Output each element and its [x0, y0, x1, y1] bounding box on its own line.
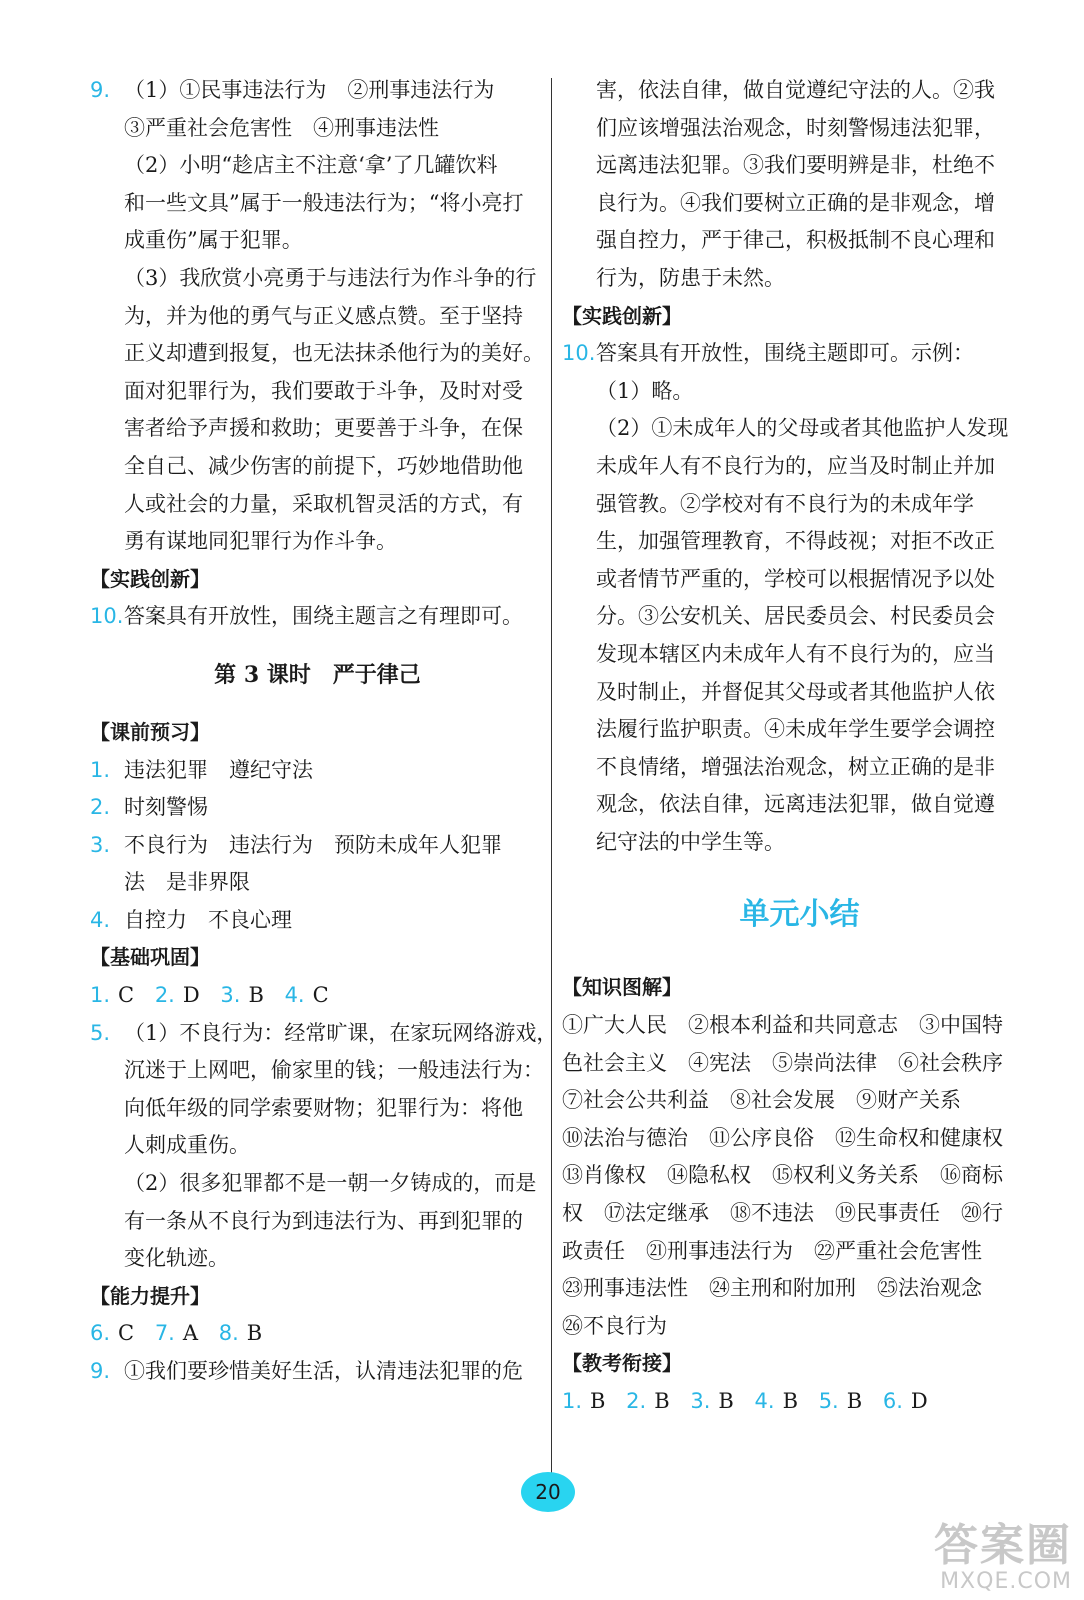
watermark-logo-text: 答案圈 [934, 1520, 1072, 1571]
answer-5-line-7: 变化轨迹。 [124, 1246, 229, 1271]
knowledge-map-line: ㉖不良行为 [562, 1313, 667, 1338]
answer-10-body: 或者情节严重的，学校可以根据情况予以处 [596, 566, 995, 591]
lesson-title: 第 3 课时 严于律己 [214, 661, 421, 688]
answer-9-line-7: 为，并为他的勇气与正义感点赞。至于坚持 [124, 303, 523, 328]
answer-9-line-8: 正义却遭到报复，也无法抹杀他行为的美好。 [124, 341, 544, 366]
answer-10-line-2: （1）略。 [596, 378, 694, 403]
section-heading-exam: 【教考衔接】 [562, 1351, 682, 1376]
knowledge-map-line: 色社会主义 ④宪法 ⑤崇尚法律 ⑥社会秩序 [562, 1050, 1003, 1075]
section-heading-ability: 【能力提升】 [90, 1283, 210, 1308]
watermark [934, 1522, 1072, 1594]
answer-9b-continued: 行为，防患于未然。 [596, 265, 785, 290]
answer-10-body: 观念，依法自律，远离违法犯罪，做自觉遵 [596, 792, 995, 817]
preview-item: 3. 不良行为 违法行为 预防未成年人犯罪 [90, 832, 502, 857]
answer-9-line-5: 成重伤”属于犯罪。 [124, 228, 303, 253]
answer-9b-continued: 良行为。④我们要树立正确的是非观念，增 [596, 190, 995, 215]
answer-9-line-9: 面对犯罪行为，我们要敢于斗争，及时对受 [124, 378, 523, 403]
answer-10-body: （2）①未成年人的父母或者其他监护人发现 [596, 416, 1009, 441]
knowledge-map-line: ①广大人民 ②根本利益和共同意志 ③中国特 [562, 1013, 1003, 1038]
watermark-domain: MXQE.COM [940, 1569, 1072, 1594]
answer-5-line-5: （2）很多犯罪都不是一朝一夕铸成的，而是 [124, 1171, 537, 1196]
answer-10-body: 法履行监护职责。④未成年学生要学会调控 [596, 717, 995, 742]
knowledge-map-line: ㉓刑事违法性 ㉔主刑和附加刑 ㉕法治观念 [562, 1276, 982, 1301]
answer-10-body: 及时制止，并督促其父母或者其他监护人依 [596, 679, 995, 704]
answer-10-line-1: 10.答案具有开放性，围绕主题即可。示例： [562, 341, 974, 366]
right-column [562, 72, 1037, 1421]
answer-5-line-4: 人刺成重伤。 [124, 1133, 250, 1158]
answer-9-line-4: 和一些文具”属于一般违法行为；“将小亮打 [124, 190, 524, 215]
section-heading-basic: 【基础巩固】 [90, 945, 210, 970]
answer-10-body: 纪守法的中学生等。 [596, 829, 785, 854]
answer-10-body: 强管教。②学校对有不良行为的未成年学 [596, 491, 974, 516]
preview-item: 4. 自控力 不良心理 [90, 907, 292, 932]
knowledge-map-line: ⑩法治与德治 ⑪公序良俗 ⑫生命权和健康权 [562, 1125, 1003, 1150]
unit-summary-title: 单元小结 [739, 897, 860, 933]
question-number: 10. [90, 604, 124, 629]
section-heading-practice: 【实践创新】 [90, 566, 210, 591]
left-column [90, 72, 558, 1391]
knowledge-map-line: 权 ⑰法定继承 ⑱不违法 ⑲民事责任 ⑳行 [562, 1201, 1003, 1226]
answer-10-body: 分。③公安机关、居民委员会、村民委员会 [596, 604, 995, 629]
knowledge-map-line: ⑬肖像权 ⑭隐私权 ⑮权利义务关系 ⑯商标 [562, 1163, 1003, 1188]
answer-5-line-6: 有一条从不良行为到违法行为、再到犯罪的 [124, 1208, 523, 1233]
answer-9b-line-1: 9. ①我们要珍惜美好生活，认清违法犯罪的危 [90, 1359, 523, 1383]
answer-10-body: 不良情绪，增强法治观念，树立正确的是非 [596, 754, 995, 779]
answer-9b-continued: 们应该增强法治观念，时刻警惕违法犯罪， [596, 115, 995, 140]
choice-answers-ability: 6. C 7. A 8. B [90, 1321, 263, 1346]
answer-9-line-1: 9. （1）①民事违法行为 ②刑事违法行为 [90, 72, 545, 110]
preview-item: 法 是非界限 [124, 870, 250, 895]
answer-10-body: 未成年人有不良行为的，应当及时制止并加 [596, 453, 995, 478]
section-heading-preview: 【课前预习】 [90, 719, 210, 744]
answer-9b-continued: 害，依法自律，做自觉遵纪守法的人。②我 [596, 78, 995, 102]
answer-5-line-3: 向低年级的同学索要财物；犯罪行为：将他 [124, 1095, 523, 1120]
answer-10-body: 发现本辖区内未成年人有不良行为的，应当 [596, 641, 995, 666]
section-heading-knowledge-map: 【知识图解】 [562, 975, 682, 1000]
preview-item: 2. 时刻警惕 [90, 795, 208, 820]
answer-10-body: 生，加强管理教育，不得歧视；对拒不改正 [596, 529, 995, 554]
page-number: 20 [521, 1472, 575, 1512]
knowledge-map-line: 政责任 ㉑刑事违法行为 ㉒严重社会危害性 [562, 1238, 982, 1263]
section-heading-practice: 【实践创新】 [562, 303, 682, 328]
answer-9-line-13: 勇有谋地同犯罪行为作斗争。 [124, 529, 397, 554]
choice-answers-basic: 1. C 2. D 3. B 4. C [90, 983, 329, 1008]
answer-9-line-11: 全自己、减少伤害的前提下，巧妙地借助他 [124, 453, 523, 478]
choice-answers-exam: 1. B 2. B 3. B 4. B 5. B 6. D [562, 1389, 928, 1413]
answer-5-line-2: 沉迷于上网吧，偷家里的钱；一般违法行为： [124, 1058, 544, 1083]
answer-9-line-3: （2）小明“趁店主不注意‘拿’了几罐饮料 [124, 153, 498, 178]
answer-9-line-2: ③严重社会危害性 ④刑事违法性 [124, 115, 439, 140]
answer-9-line-6: （3）我欣赏小亮勇于与违法行为作斗争的行 [124, 265, 537, 290]
answer-9-line-10: 害者给予声援和救助；更要善于斗争，在保 [124, 416, 523, 441]
preview-item: 1. 违法犯罪 遵纪守法 [90, 757, 313, 782]
answer-9b-continued: 强自控力，严于律己，积极抵制不良心理和 [596, 228, 995, 253]
column-divider [551, 78, 552, 1473]
answer-9b-continued: 远离违法犯罪。③我们要明辨是非，杜绝不 [596, 153, 995, 178]
answer-10: 10.答案具有开放性，围绕主题言之有理即可。 [90, 598, 545, 636]
answer-5-line-1: 5. （1）不良行为：经常旷课，在家玩网络游戏， [90, 1020, 558, 1045]
knowledge-map-line: ⑦社会公共利益 ⑧社会发展 ⑨财产关系 [562, 1088, 961, 1113]
answer-9-line-12: 人或社会的力量，采取机智灵活的方式，有 [124, 491, 523, 516]
question-number: 9. [90, 78, 111, 102]
